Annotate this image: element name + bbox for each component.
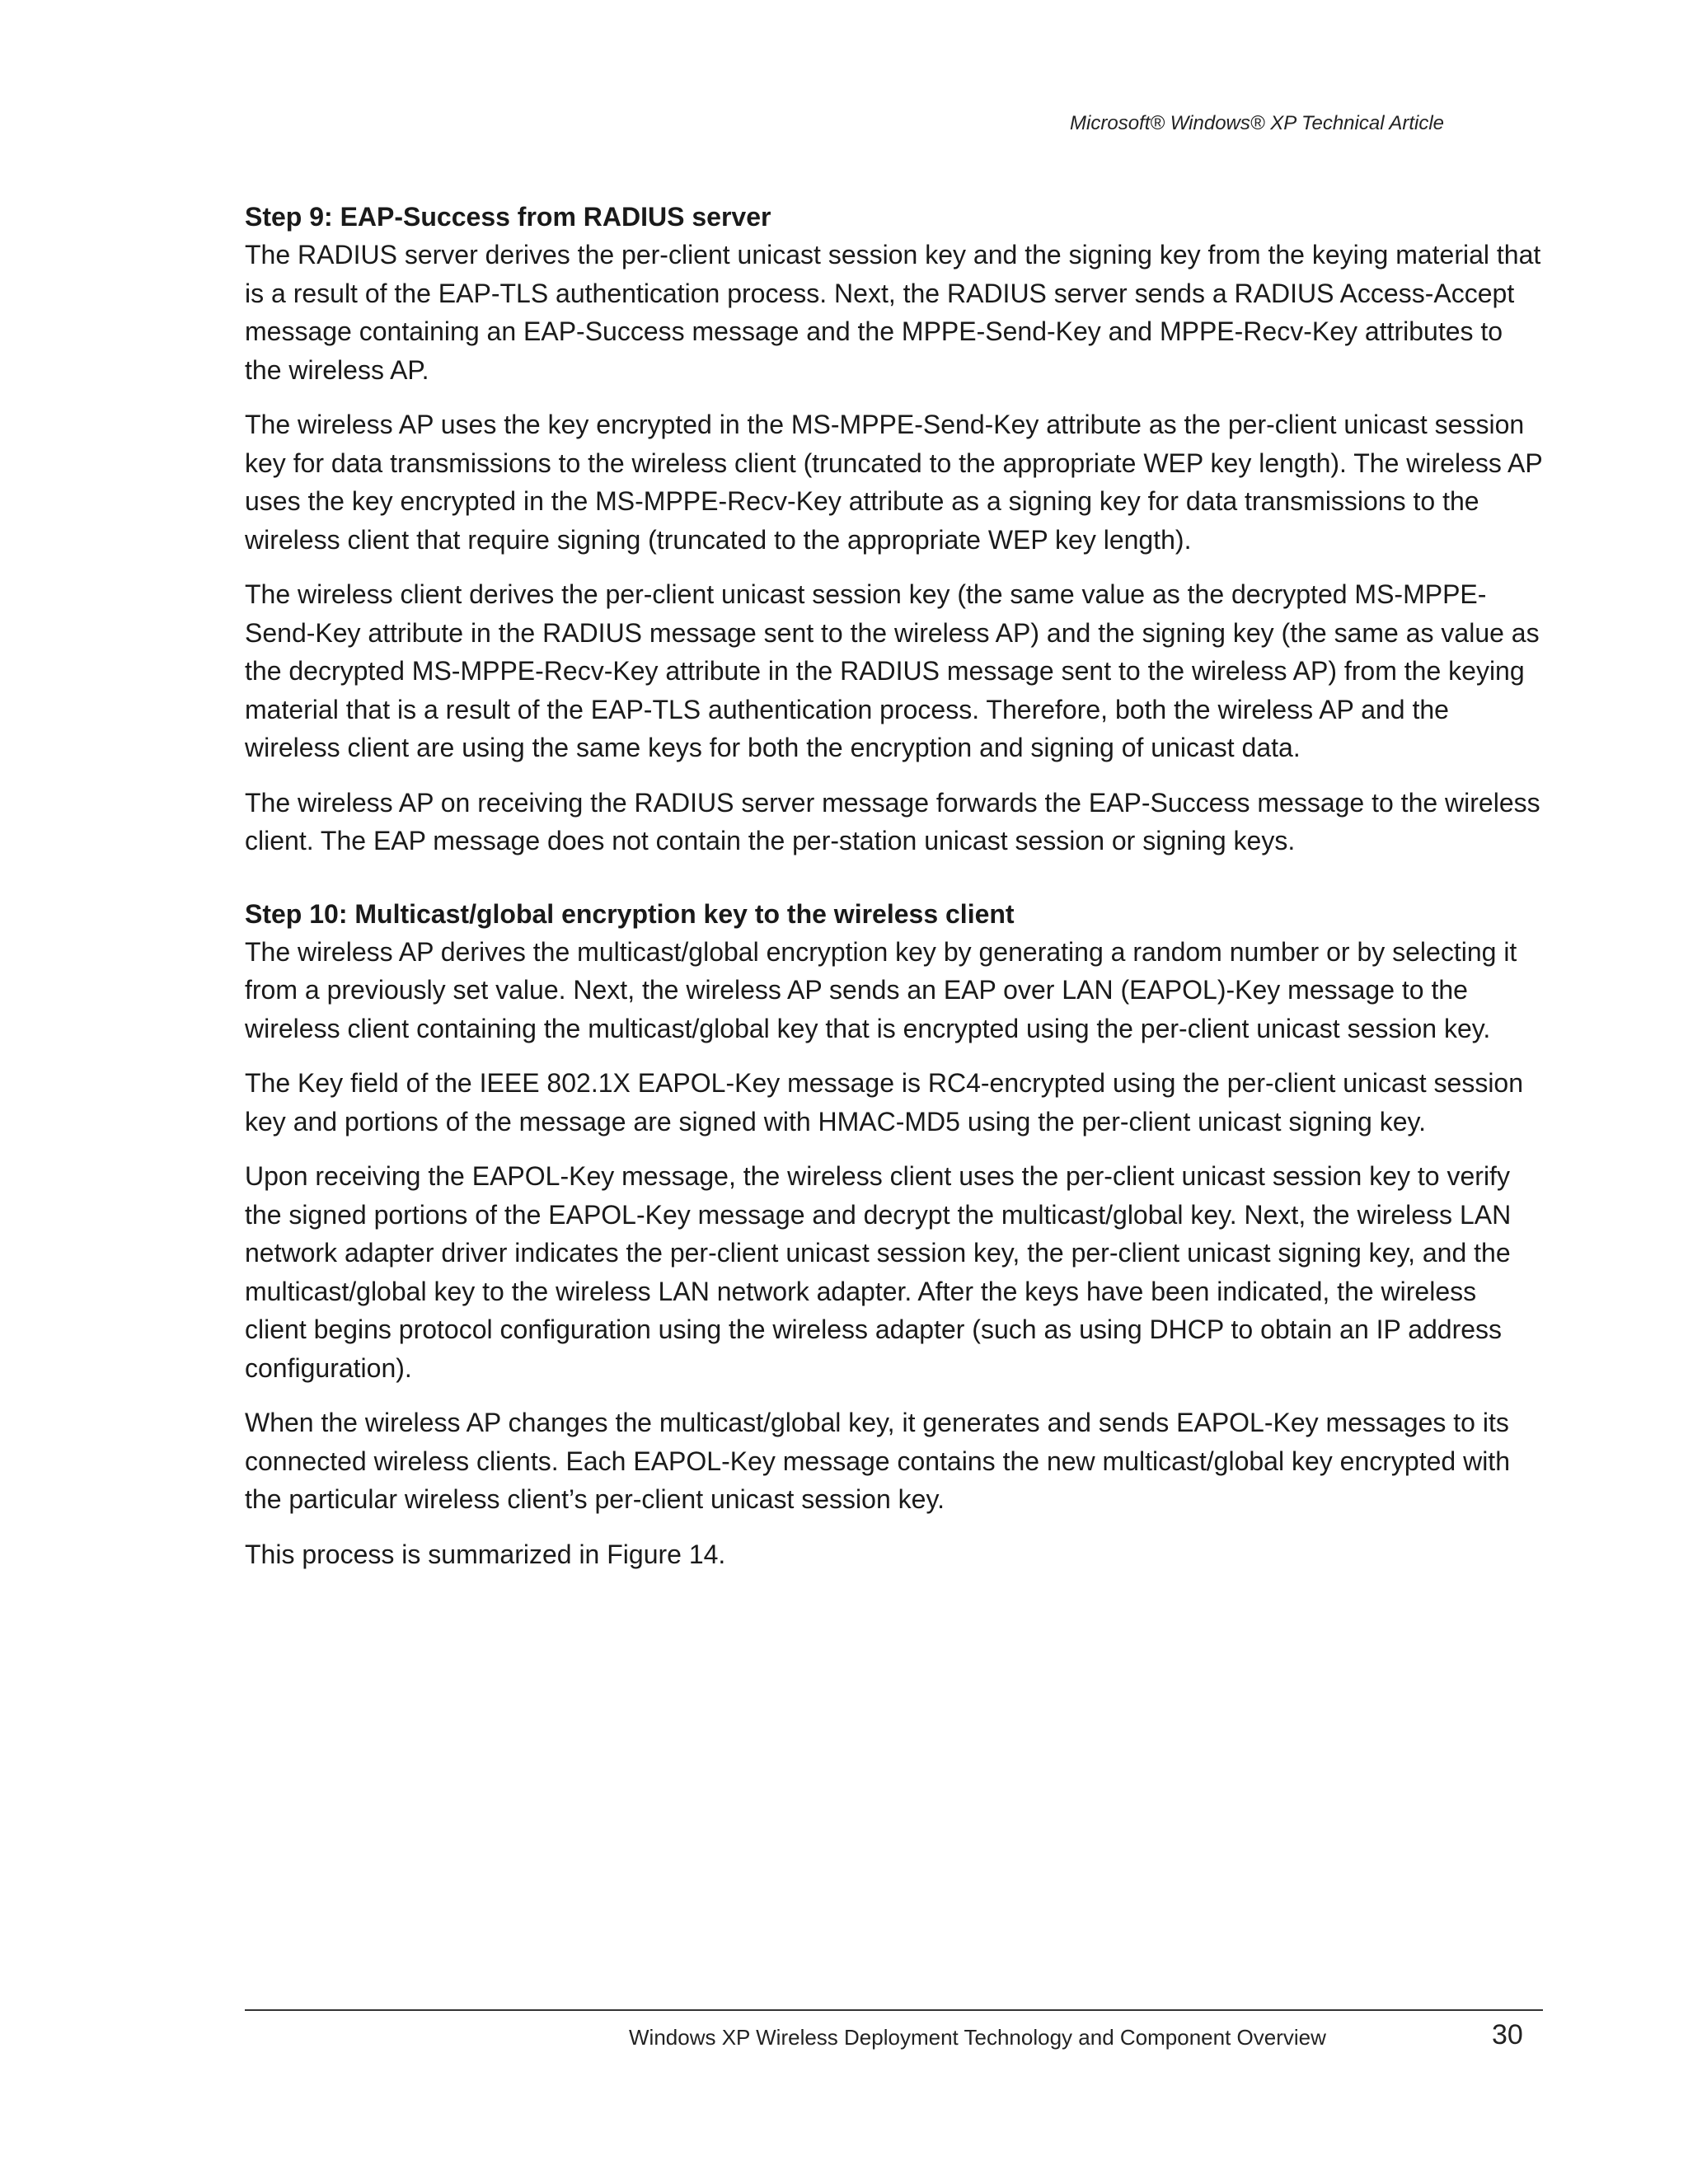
page-number: 30 bbox=[1492, 2019, 1523, 2050]
footer-divider bbox=[245, 2009, 1543, 2011]
document-body bbox=[245, 198, 1543, 1590]
paragraph: When the wireless AP changes the multicast/global key, it generates and sends EAPOL-Key messages to its connected wireless clients. Each EAPOL-Key message contains the new multicast/global key encrypted with the particular wireless client’s per-client unicast session key. bbox=[245, 1408, 1510, 1514]
section-step-9 bbox=[245, 198, 1543, 860]
footer-title: Windows XP Wireless Deployment Technology and Component Overview bbox=[629, 2025, 1326, 2050]
paragraph: Upon receiving the EAPOL-Key message, the wireless client uses the per-client unicast session key to verify the signed portions of the EAPOL-Key message and decrypt the multicast/global key. Next, the wireless LAN network adapter driver indicates the per-client unicast session key, the per-client unicast signing key, and the multicast/global key to the wireless LAN network adapter. After the keys have been indicated, the wireless client begins protocol configuration using the wireless adapter (such as using DHCP to obtain an IP address configuration). bbox=[245, 1161, 1512, 1383]
paragraph: The wireless AP derives the multicast/global encryption key by generating a random number or by selecting it from a previously set value. Next, the wireless AP sends an EAP over LAN (EAPOL)-Key message to the wireless client containing the multicast/global key that is encrypted using the per-client unicast session key. bbox=[245, 936, 1517, 1043]
paragraph: The Key field of the IEEE 802.1X EAPOL-Key message is RC4-encrypted using the per-client unicast session key and portions of the message are signed with HMAC-MD5 using the per-client unicast signing key. bbox=[245, 1068, 1524, 1137]
paragraph: The wireless AP uses the key encrypted in the MS-MPPE-Send-Key attribute as the per-client unicast session key for data transmissions to the wireless client (truncated to the appropriate WEP key length). The wireless AP uses the key encrypted in the MS-MPPE-Recv-Key attribute as a signing key for data transmissions to the wireless client that require signing (truncated to the appropriate WEP key length). bbox=[245, 410, 1543, 555]
section-heading: Step 10: Multicast/global encryption key to the wireless client bbox=[245, 898, 1015, 929]
paragraph: The RADIUS server derives the per-client unicast session key and the signing key from the keying material that is a result of the EAP-TLS authentication process. Next, the RADIUS server sends a RADIUS Access-Accept message containing an EAP-Success message and the MPPE-Send-Key and MPPE-Recv-Key attributes to the wireless AP. bbox=[245, 240, 1541, 385]
running-header: Microsoft® Windows® XP Technical Article bbox=[1070, 112, 1444, 134]
paragraph: The wireless AP on receiving the RADIUS server message forwards the EAP-Success message to the wireless client. The EAP message does not contain the per-station unicast session or signing keys. bbox=[245, 787, 1540, 855]
section-heading: Step 9: EAP-Success from RADIUS server bbox=[245, 202, 771, 232]
section-step-10 bbox=[245, 895, 1543, 1574]
paragraph: This process is summarized in Figure 14. bbox=[245, 1539, 726, 1569]
paragraph: The wireless client derives the per-client unicast session key (the same value as the decrypted MS-MPPE-Send-Key attribute in the RADIUS message sent to the wireless AP) and the signing key (the same as value as the decrypted MS-MPPE-Recv-Key attribute in the RADIUS message sent to the wireless AP) from the keying material that is a result of the EAP-TLS authentication process. Therefore, both the wireless AP and the wireless client are using the same keys for both the encryption and signing of unicast data. bbox=[245, 579, 1540, 762]
